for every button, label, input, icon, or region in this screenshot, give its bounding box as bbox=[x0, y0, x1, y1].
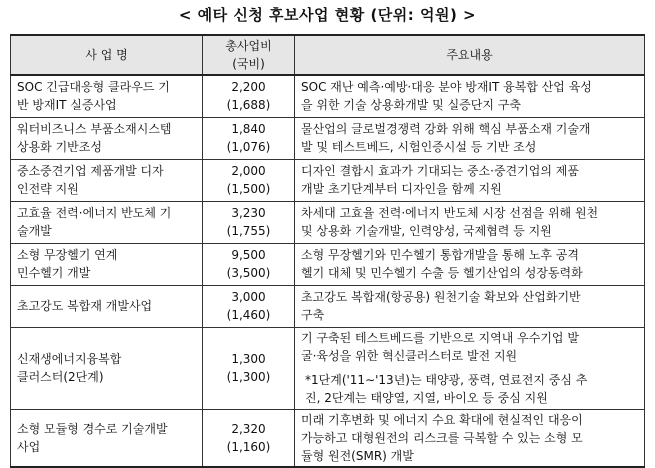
project-name-cell bbox=[11, 75, 203, 117]
project-name-line: 초고강도 복합재 개발사업 bbox=[17, 299, 153, 313]
project-name-line: 워터비즈니스 부품소재시스템 bbox=[17, 122, 172, 136]
description-cell bbox=[295, 159, 645, 201]
description-line: 발 및 테스트베드, 시험인증시설 등 기반 조성 bbox=[301, 140, 537, 154]
description-line: 굴·육성을 위한 혁신클러스터로 발전 지원 bbox=[301, 349, 518, 363]
header-budget bbox=[203, 35, 295, 75]
description-line: 초고강도 복합재(항공용) 원천기술 확보와 산업화기반 bbox=[301, 290, 581, 304]
project-name-cell bbox=[11, 117, 203, 159]
description-line: 기 구축된 테스트베드를 기반으로 지역내 우수기업 발 bbox=[301, 331, 579, 345]
project-name-line: 소형 무장헬기 연계 bbox=[17, 248, 118, 262]
header-description: 주요내용 bbox=[295, 35, 645, 75]
budget-total: 1,840 bbox=[231, 122, 266, 136]
description-line: 소형 무장헬기와 민수헬기 통합개발을 통해 노후 공격 bbox=[301, 248, 579, 262]
budget-gov: (1,300) bbox=[226, 370, 271, 384]
budget-cell bbox=[203, 159, 295, 201]
budget-cell bbox=[203, 327, 295, 409]
description-cell bbox=[295, 243, 645, 285]
budget-cell bbox=[203, 243, 295, 285]
budget-gov: (1,500) bbox=[226, 182, 271, 196]
project-name-line: SOC 긴급대응형 클라우드 기 bbox=[17, 80, 170, 95]
description-line: 물산업의 글로벌경쟁력 강화 위해 핵심 부품소재 기술개 bbox=[301, 122, 591, 136]
header-budget-gov: (국비) bbox=[232, 57, 265, 71]
table-row bbox=[11, 75, 645, 117]
description-cell bbox=[295, 285, 645, 327]
description-cell bbox=[295, 117, 645, 159]
description-note-line: 진, 2단계는 태양열, 지열, 바이오 등 중심 지원 bbox=[305, 391, 548, 405]
budget-total: 3,000 bbox=[231, 290, 266, 304]
project-name-line: 반 방재IT 실증사업 bbox=[17, 98, 117, 113]
project-name-cell bbox=[11, 243, 203, 285]
description-line: 가능하고 대형원전의 리스크를 극복할 수 있는 소형 모 bbox=[301, 430, 583, 445]
budget-total: 9,500 bbox=[231, 248, 266, 262]
project-name-line: 술개발 bbox=[17, 224, 52, 238]
description-line: 디자인 결합시 효과가 기대되는 중소·중견기업의 제품 bbox=[301, 164, 579, 178]
budget-cell bbox=[203, 117, 295, 159]
description-line: 개발 초기단계부터 디자인을 함께 지원 bbox=[301, 182, 502, 196]
description-line: 및 상용화 기술개발, 인력양성, 국제협력 등 지원 bbox=[301, 224, 552, 238]
project-name-line: 인전략 지원 bbox=[17, 182, 79, 196]
description-cell bbox=[295, 75, 645, 117]
project-name-cell bbox=[11, 409, 203, 467]
description-cell bbox=[295, 409, 645, 467]
budget-cell bbox=[203, 285, 295, 327]
page-title: < 예타 신청 후보사업 현황 (단위: 억원) > bbox=[178, 6, 477, 24]
description-line: 을 위한 기술 상용화개발 및 실증단지 구축 bbox=[301, 98, 521, 113]
project-name-line: 사업 bbox=[17, 439, 41, 454]
description-line: 듈형 원전(SMR) 개발 bbox=[301, 448, 414, 463]
candidate-projects-table bbox=[10, 34, 645, 468]
header-budget-total: 총사업비 bbox=[225, 39, 272, 53]
description-line: 차세대 고효율 전력·에너지 반도체 시장 선점을 위해 원천 bbox=[301, 206, 599, 220]
description-note-line: *1단계('11∼'13년)는 태양광, 풍력, 연료전지 중심 추 bbox=[305, 373, 588, 387]
description-line: 헬기 대체 및 민수헬기 수출 등 헬기산업의 성장동력화 bbox=[301, 266, 583, 280]
project-name-line: 신재생에너지융복합 bbox=[17, 352, 122, 366]
table-row bbox=[11, 117, 645, 159]
budget-gov: (1,688) bbox=[226, 98, 271, 113]
table-row bbox=[11, 409, 645, 467]
description-line: 미래 기후변화 및 에너지 수요 확대에 현실적인 대응이 bbox=[301, 412, 583, 427]
budget-gov: (1,076) bbox=[226, 140, 271, 154]
header-project-name: 사 업 명 bbox=[11, 35, 203, 75]
table-row bbox=[11, 243, 645, 285]
budget-cell bbox=[203, 75, 295, 117]
description-line: SOC 재난 예측·예방·대응 분야 방재IT 융복합 산업 육성 bbox=[301, 80, 592, 95]
project-name-cell bbox=[11, 285, 203, 327]
table-row bbox=[11, 327, 645, 409]
table-header-row bbox=[11, 35, 645, 75]
table-row bbox=[11, 159, 645, 201]
budget-gov: (3,500) bbox=[226, 266, 271, 280]
budget-gov: (1,160) bbox=[226, 439, 271, 454]
project-name-cell bbox=[11, 159, 203, 201]
description-cell bbox=[295, 201, 645, 243]
project-name-cell bbox=[11, 327, 203, 409]
description-cell bbox=[295, 327, 645, 409]
budget-total: 2,000 bbox=[231, 164, 266, 178]
project-name-cell bbox=[11, 201, 203, 243]
budget-gov: (1,755) bbox=[226, 224, 271, 238]
budget-total: 1,300 bbox=[231, 352, 266, 366]
budget-total: 2,200 bbox=[231, 80, 266, 95]
budget-total: 2,320 bbox=[231, 421, 266, 436]
budget-cell bbox=[203, 201, 295, 243]
project-name-line: 소형 모듈형 경수로 기술개발 bbox=[17, 421, 168, 436]
budget-total: 3,230 bbox=[231, 206, 266, 220]
project-name-line: 클러스터(2단계) bbox=[17, 370, 104, 384]
project-name-line: 민수헬기 개발 bbox=[17, 266, 91, 280]
table-row bbox=[11, 285, 645, 327]
project-name-line: 고효율 전력·에너지 반도체 기 bbox=[17, 206, 172, 220]
description-line: 구축 bbox=[301, 308, 325, 322]
project-name-line: 상용화 기반조성 bbox=[17, 140, 102, 154]
table-row bbox=[11, 201, 645, 243]
project-name-line: 중소중견기업 제품개발 디자 bbox=[17, 164, 164, 178]
budget-cell bbox=[203, 409, 295, 467]
budget-gov: (1,460) bbox=[226, 308, 271, 322]
